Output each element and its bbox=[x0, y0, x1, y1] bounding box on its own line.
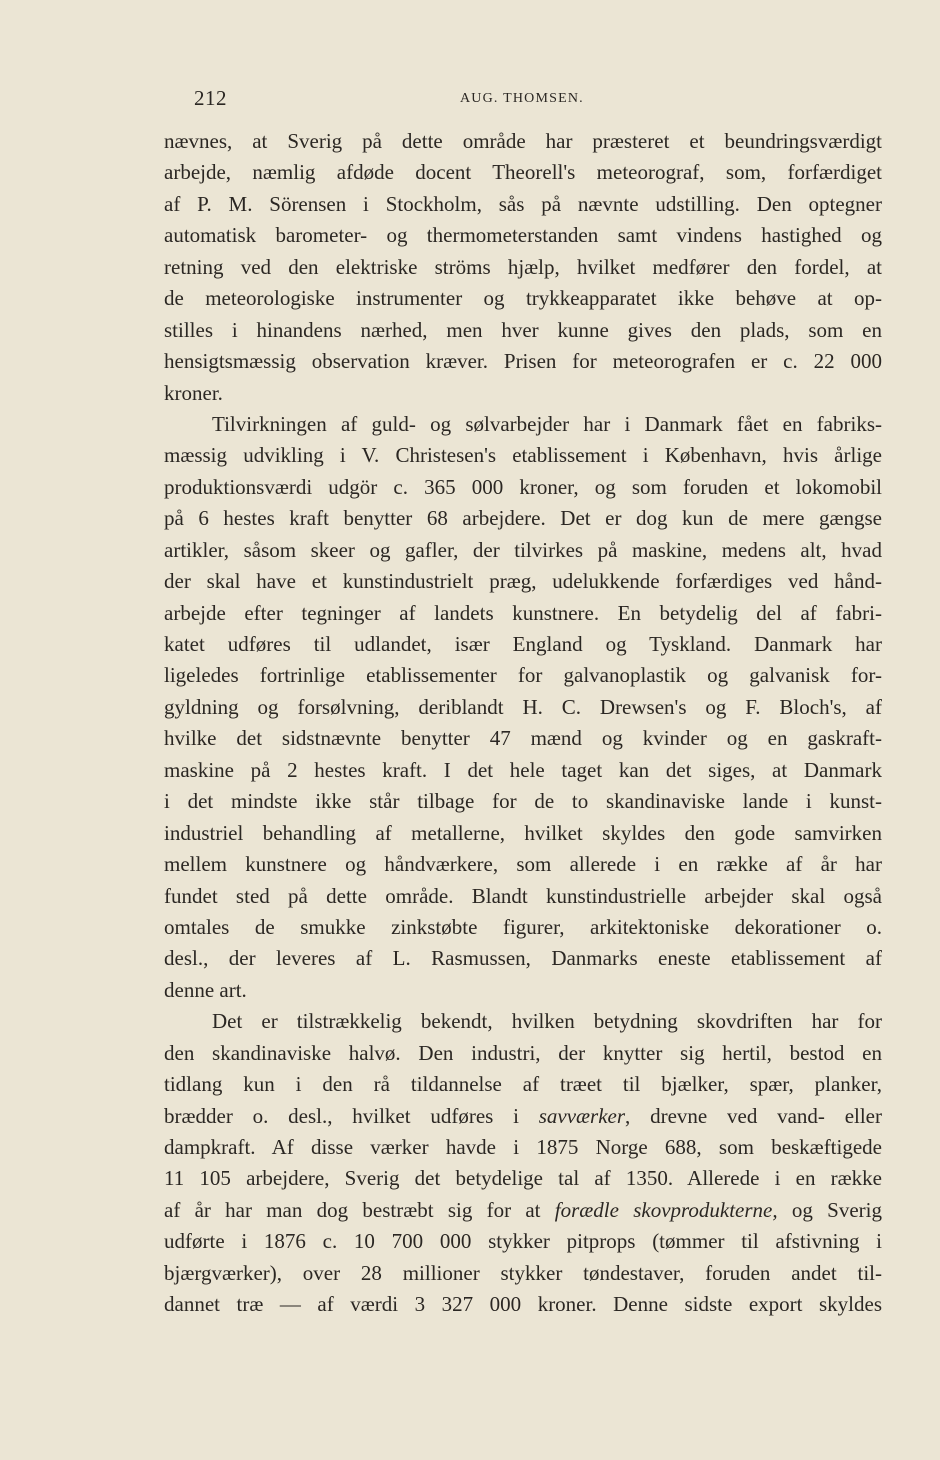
text-run: brædder o. desl., hvilket udføres i bbox=[164, 1103, 539, 1128]
text-line: på 6 hestes kraft benytter 68 arbejdere. Det er dog kun de mere gængse bbox=[164, 506, 882, 531]
text-line: hvilke det sidstnævnte benytter 47 mænd og kvinder og en gaskraft- bbox=[164, 726, 882, 751]
text-line: den skandinaviske halvø. Den industri, der knytter sig hertil, bestod en bbox=[164, 1040, 882, 1065]
body-text bbox=[164, 126, 882, 1321]
text-line: nævnes, at Sverig på dette område har præsteret et beundringsværdigt bbox=[164, 129, 882, 153]
text-line: industriel behandling af metallerne, hvilket skyldes den gode samvirken bbox=[164, 820, 882, 845]
text-line: arbejde, næmlig afdøde docent Theorell's meteorograf, som, forfærdiget bbox=[164, 160, 882, 185]
text-line-italic-mixed bbox=[164, 1195, 882, 1226]
text-line: desl., der leveres af L. Rasmussen, Danmarks eneste etablissement af bbox=[164, 946, 882, 971]
italic-term: savværker bbox=[538, 1103, 626, 1128]
text-line: mellem kunstnere og håndværkere, som allerede i en række af år har bbox=[164, 852, 882, 877]
text-line: fundet sted på dette område. Blandt kunstindustrielle arbejder skal også bbox=[164, 883, 882, 908]
text-line-italic-mixed bbox=[164, 1101, 882, 1132]
text-line: produktionsværdi udgör c. 365 000 kroner, og som foruden et lokomobil bbox=[164, 474, 882, 499]
text-line: retning ved den elektriske ströms hjælp, hvilket medfører den fordel, at bbox=[164, 254, 882, 279]
text-line: maskine på 2 hestes kraft. I det hele taget kan det siges, at Danmark bbox=[164, 757, 882, 782]
text-line: mæssig udvikling i V. Christesen's etablissement i København, hvis årlige bbox=[164, 443, 882, 468]
page-header bbox=[164, 86, 884, 116]
text-line: arbejde efter tegninger af landets kunstnere. En betydelig del af fabri- bbox=[164, 600, 882, 625]
text-line: hensigtsmæssig observation kræver. Prisen for meteorografen er c. 22 000 bbox=[164, 349, 882, 374]
italic-term: forædle skovprodukterne, bbox=[554, 1197, 778, 1222]
text-line: bjærgværker), over 28 millioner stykker tøndestaver, foruden andet til- bbox=[164, 1260, 882, 1285]
text-line: artikler, såsom skeer og gafler, der tilvirkes på maskine, medens alt, hvad bbox=[164, 537, 882, 562]
text-line: dampkraft. Af disse værker havde i 1875 Norge 688, som beskæftigede bbox=[164, 1135, 882, 1159]
text-line: Tilvirkningen af guld- og sølvarbejder har i Danmark fået en fabriks- bbox=[212, 411, 882, 436]
page-number: 212 bbox=[194, 86, 227, 110]
text-line: Det er tilstrækkelig bekendt, hvilken betydning skovdriften har for bbox=[212, 1009, 882, 1034]
text-run: af år har man dog bestræbt sig for at bbox=[164, 1197, 555, 1222]
text-line: ligeledes fortrinlige etablissementer for galvanoplastik og galvanisk for- bbox=[164, 663, 882, 688]
text-line: i det mindste ikke står tilbage for de to skandinaviske lande i kunst- bbox=[164, 789, 882, 814]
text-line: de meteorologiske instrumenter og trykkeapparatet ikke behøve at op- bbox=[164, 286, 882, 311]
text-line: stilles i hinandens nærhed, men hver kunne gives den plads, som en bbox=[164, 317, 882, 342]
text-line: tidlang kun i den rå tildannelse af træet til bjælker, spær, planker, bbox=[164, 1072, 882, 1097]
text-line: udførte i 1876 c. 10 700 000 stykker pitprops (tømmer til afstivning i bbox=[164, 1229, 882, 1254]
text-line: der skal have et kunstindustrielt præg, udelukkende forfærdiges ved hånd- bbox=[164, 569, 882, 594]
text-run: , drevne ved vand- eller bbox=[625, 1103, 883, 1128]
text-line: kroner. bbox=[164, 380, 223, 405]
text-line: denne art. bbox=[164, 977, 247, 1002]
text-line: dannet træ — af værdi 3 327 000 kroner. Denne sidste export skyldes bbox=[164, 1292, 882, 1317]
text-run: og Sverig bbox=[777, 1197, 882, 1222]
text-line: katet udføres til udlandet, især England og Tyskland. Danmark har bbox=[164, 632, 882, 656]
text-line: omtales de smukke zinkstøbte figurer, arkitektoniske dekorationer o. bbox=[164, 914, 882, 939]
text-line: gyldning og forsølvning, deriblandt H. C. Drewsen's og F. Bloch's, af bbox=[164, 694, 882, 719]
text-line: 11 105 arbejdere, Sverig det betydelige tal af 1350. Allerede i en række bbox=[164, 1166, 882, 1191]
text-line: automatisk barometer- og thermometerstanden samt vindens hastighed og bbox=[164, 223, 882, 248]
text-line: af P. M. Sörensen i Stockholm, sås på nævnte udstilling. Den optegner bbox=[164, 191, 882, 216]
running-head: AUG. THOMSEN. bbox=[460, 91, 584, 106]
